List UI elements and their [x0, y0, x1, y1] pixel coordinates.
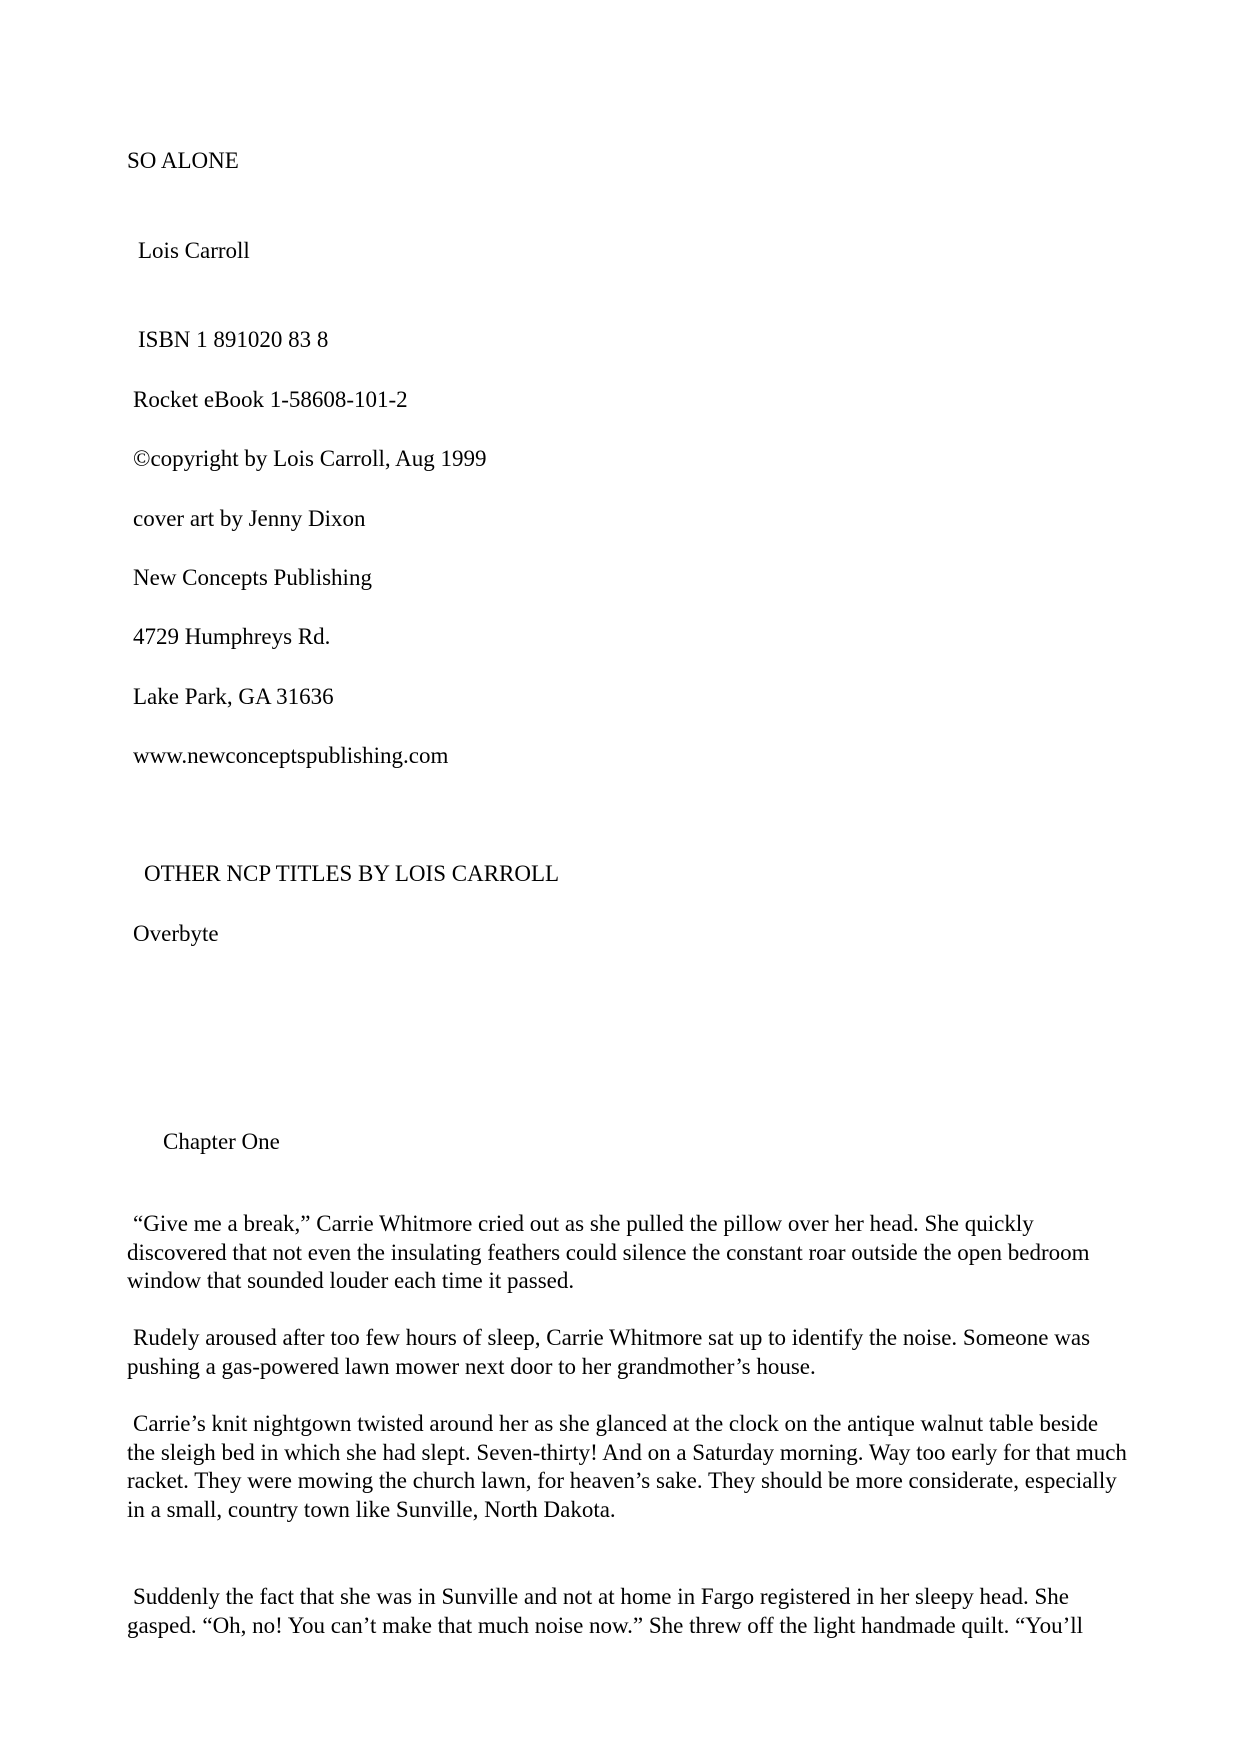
chapter-paragraph: [127, 1583, 1127, 1640]
cover-art-credit: cover art by Jenny Dixon: [133, 506, 366, 531]
paragraph-text: Carrie’s knit nightgown twisted around her as she glanced at the clock on the antique walnut table beside the sleigh bed in which she had slept. Seven-thirty! And on a Saturday morning. Way too early for that much racket. They were mowing the church lawn, for heaven’s sake. They should be more considerate, especially in a small, country town like Sunville, North Dakota.: [127, 1411, 1127, 1522]
chapter-paragraph: [127, 1410, 1127, 1524]
chapter-paragraph: [127, 1324, 1127, 1381]
publisher-city: Lake Park, GA 31636: [133, 684, 334, 709]
chapter-paragraph: [127, 1210, 1127, 1296]
author-name: Lois Carroll: [138, 238, 250, 263]
other-titles-heading: OTHER NCP TITLES BY LOIS CARROLL: [144, 861, 560, 886]
chapter-heading: Chapter One: [163, 1129, 280, 1154]
paragraph-text: Suddenly the fact that she was in Sunville and not at home in Fargo registered in her sleepy head. She gasped. “Oh, no! You can’t make that much noise now.” She threw off the light handmade quilt. “You’ll: [127, 1584, 1084, 1638]
book-title: SO ALONE: [127, 148, 239, 173]
other-title-item: Overbyte: [133, 921, 219, 946]
copyright-line: ©copyright by Lois Carroll, Aug 1999: [133, 446, 487, 471]
publisher-website: www.newconceptspublishing.com: [133, 743, 449, 768]
rocket-ebook-number: Rocket eBook 1-58608-101-2: [133, 387, 408, 412]
publisher-street: 4729 Humphreys Rd.: [133, 624, 331, 649]
isbn: ISBN 1 891020 83 8: [138, 327, 329, 352]
publisher-name: New Concepts Publishing: [133, 565, 372, 590]
paragraph-text: Rudely aroused after too few hours of sleep, Carrie Whitmore sat up to identify the noise. Someone was pushing a gas-powered lawn mower next door to her grandmother’s house.: [127, 1325, 1091, 1379]
paragraph-text: “Give me a break,” Carrie Whitmore cried out as she pulled the pillow over her head. She quickly discovered that not even the insulating feathers could silence the constant roar outside the open bedroom window that sounded louder each time it passed.: [127, 1211, 1090, 1293]
